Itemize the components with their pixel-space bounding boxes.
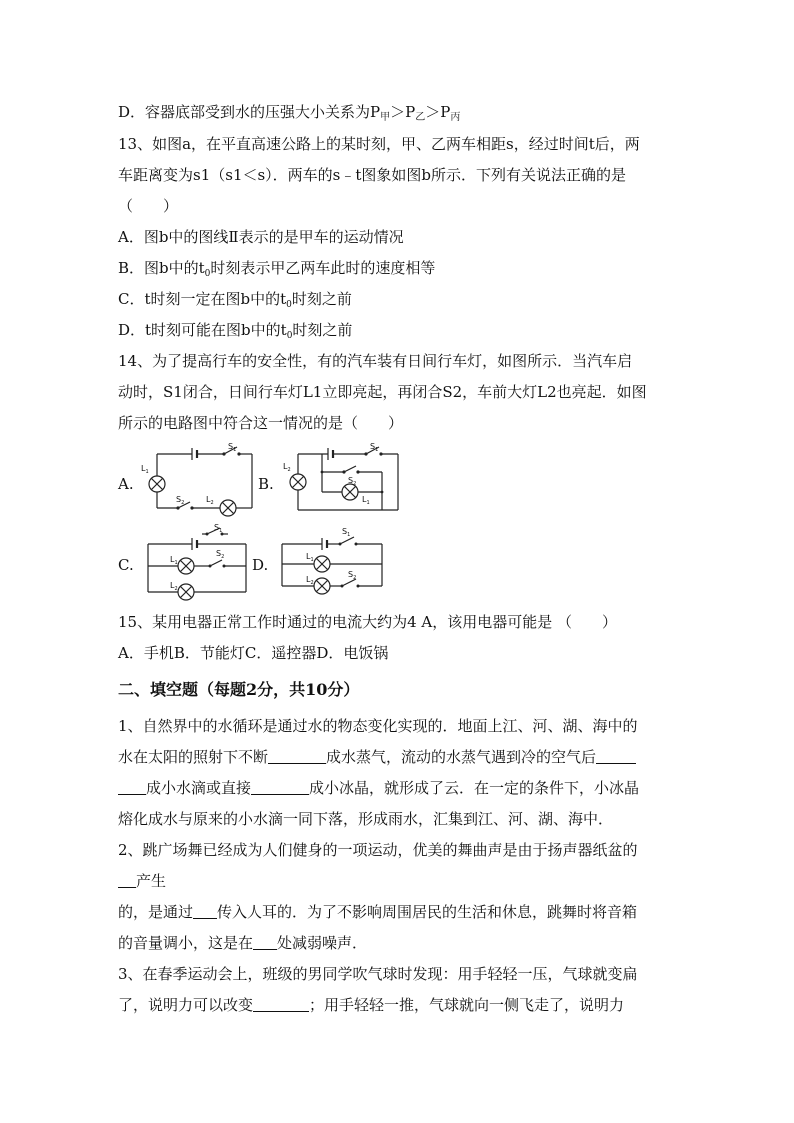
switch-s1-label-d: $S_1$ [342, 527, 351, 538]
switch-s1-label-b: $S_1$ [370, 442, 379, 453]
f2-line2 [118, 871, 166, 891]
switch-s1-label-a: $S_1$ [228, 442, 237, 453]
q12-option-d-text: D．容器底部受到水的压强大小关系为P [118, 103, 381, 121]
f1-line1: 1、自然界中的水循环是通过水的物态变化实现的．地面上江、河、湖、海中的 [118, 717, 638, 735]
t0-subscript: 0 [286, 300, 292, 310]
f3-line1: 3、在春季运动会上，班级的男同学吹气球时发现：用手轻轻一压，气球就变扁 [118, 965, 638, 983]
answer-blank-3[interactable] [251, 780, 309, 795]
q13-option-d-pre: D．t时刻可能在图b中的t [118, 321, 287, 339]
f2-line4-b: 处减弱噪声． [277, 934, 368, 952]
f2-line3-a: 的，是通过 [118, 903, 194, 921]
q15-stem: 15、某用电器正常工作时通过的电流大约为4 A，该用电器可能是 （ ） [118, 613, 618, 631]
q13-option-b [118, 258, 435, 284]
q13-option-a: A．图b中的图线Ⅱ表示的是甲车的运动情况 [118, 228, 404, 246]
answer-blank-2b[interactable] [118, 780, 146, 795]
answer-blank-7[interactable] [253, 997, 309, 1012]
lamp-l1-label-b: $L_1$ [362, 495, 370, 506]
switch-s2-label-a: $S_2$ [176, 495, 185, 506]
answer-blank-5[interactable] [193, 904, 217, 919]
circuit-diagram-d [276, 522, 388, 604]
circuit-label-b: B. [258, 475, 274, 493]
f2-line3 [118, 902, 637, 922]
f1-line3-b: 成小水滴或直接 [146, 779, 252, 797]
q13-option-d [118, 320, 352, 346]
f1-line2-b: 成水蒸气，流动的水蒸气遇到冷的空气后 [326, 748, 597, 766]
q12-gt-1: ＞P [390, 103, 416, 121]
f2-line3-b: 传入人耳的．为了不影响周围居民的生活和休息，跳舞时将音箱 [217, 903, 638, 921]
f3-line2-b: ；用手轻轻一推，气球就向一侧飞走了，说明力 [309, 996, 625, 1014]
lamp-l2-label-c: $L_2$ [170, 581, 178, 592]
f1-line3-c: 成小冰晶，就形成了云．在一定的条件下，小冰晶 [309, 779, 640, 797]
q12-gt-2: ＞P [425, 103, 451, 121]
switch-s2-label-b: $S_2$ [348, 476, 357, 487]
f1-line2 [118, 747, 636, 767]
circuit-diagram-c [142, 522, 252, 604]
q14-stem-line1: 14、为了提高行车的安全性，有的汽车装有日间行车灯，如图所示．当汽车启 [118, 352, 633, 370]
f3-line2-a: 了，说明力可以改变 [118, 996, 254, 1014]
f1-line3 [118, 778, 639, 798]
q13-stem-line2: 车距离变为s1（s1＜s）．两车的s﹣t图象如图b所示．下列有关说法正确的是 [118, 166, 627, 184]
q14-stem-line3: 所示的电路图中符合这一情况的是（ ） [118, 414, 404, 432]
circuit-label-c: C. [118, 556, 134, 574]
q13-option-b-pre: B．图b中的t [118, 259, 205, 277]
circuit-diagram-a [140, 440, 260, 518]
q15-options: A．手机B．节能灯C．遥控器D．电饭锅 [118, 644, 389, 662]
q13-option-c [118, 289, 352, 315]
f2-line4 [118, 933, 367, 953]
q14-stem-line2: 动时，S1闭合，日间行车灯L1立即亮起，再闭合S2，车前大灯L2也亮起．如图 [118, 383, 647, 401]
answer-blank-1[interactable] [268, 749, 326, 764]
q13-option-b-post: 时刻表示甲乙两车此时的速度相等 [210, 259, 436, 277]
q13-option-c-post: 时刻之前 [291, 290, 352, 308]
t0-subscript: 0 [204, 269, 211, 279]
t0-subscript: 0 [286, 331, 293, 341]
answer-blank-2a[interactable] [596, 749, 636, 764]
circuit-label-d: D. [252, 556, 269, 574]
lamp-l2-label-b: $L_2$ [283, 462, 291, 473]
lamp-l2-label-a: $L_2$ [206, 495, 214, 506]
lamp-l1-label-c: $L_1$ [170, 555, 178, 566]
f2-line2-text: 产生 [136, 872, 167, 890]
q13-stem-line1: 13、如图a，在平直高速公路上的某时刻，甲、乙两车相距s，经过时间t后，两 [118, 135, 640, 153]
q12-option-d [118, 102, 460, 128]
q13-stem-line3: （ ） [118, 197, 179, 215]
switch-s2-label-c: $S_2$ [216, 549, 225, 560]
f2-line1: 2、跳广场舞已经成为人们健身的一项运动，优美的舞曲声是由于扬声器纸盆的 [118, 841, 638, 859]
f2-line4-a: 的音量调小，这是在 [118, 934, 254, 952]
switch-s2-label-d: $S_2$ [348, 570, 357, 581]
f1-line4: 熔化成水与原来的小水滴一同下落，形成雨水，汇集到江、河、湖、海中． [118, 810, 614, 828]
q13-option-c-pre: C．t时刻一定在图b中的t [118, 290, 287, 308]
answer-blank-6[interactable] [253, 935, 277, 950]
f1-line2-a: 水在太阳的照射下不断 [118, 748, 269, 766]
f3-line2 [118, 995, 624, 1015]
lamp-l1-label-d: $L_1$ [306, 552, 314, 563]
switch-s1-label-c: $S_1$ [214, 523, 223, 534]
subscript-yi: 乙 [415, 112, 426, 123]
lamp-l1-label-a: $L_1$ [141, 464, 149, 475]
subscript-bing: 丙 [450, 112, 461, 123]
circuit-label-a: A. [118, 475, 134, 493]
circuit-diagram-b [282, 440, 404, 518]
section-heading: 二、填空题（每题2分，共10分） [118, 680, 360, 699]
answer-blank-4[interactable] [118, 873, 136, 888]
lamp-l2-label-d: $L_2$ [306, 575, 314, 586]
q13-option-d-post: 时刻之前 [292, 321, 353, 339]
subscript-jia: 甲 [380, 112, 391, 123]
